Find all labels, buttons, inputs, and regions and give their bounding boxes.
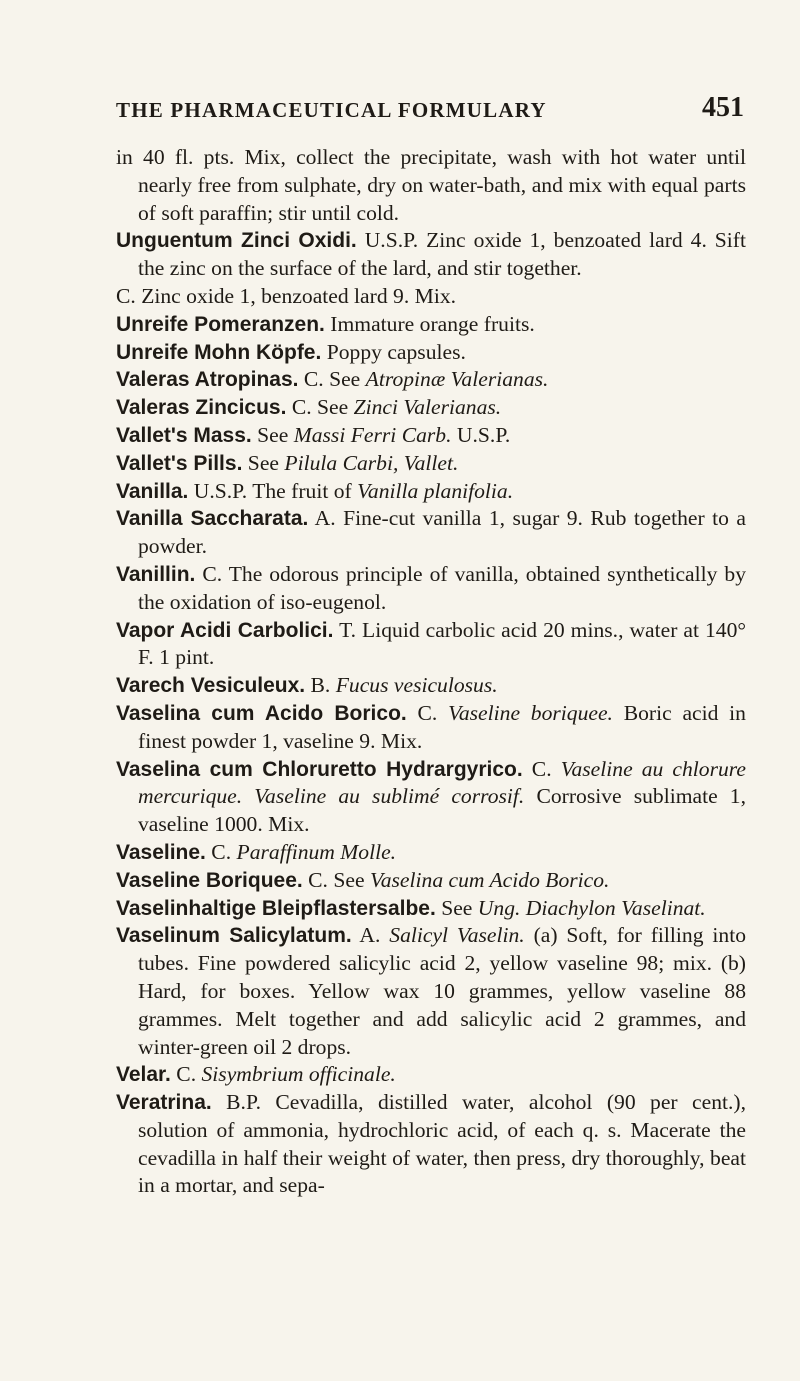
- entry-headword: Varech Vesiculeux.: [116, 674, 306, 698]
- formulary-entry: [116, 617, 746, 673]
- formulary-entry: [116, 672, 746, 700]
- formulary-entry: [116, 756, 746, 839]
- formulary-entry: [116, 505, 746, 561]
- formulary-entry: [116, 450, 746, 478]
- formulary-entry: [116, 922, 746, 1061]
- entry-text: See: [435, 895, 478, 920]
- entry-text: Immature orange fruits.: [324, 311, 535, 336]
- entry-text: U.S.P. Zinc oxide 1, benzoated lard 4. Sift the zinc on the surface of the lard, and stir together.: [138, 228, 746, 281]
- entry-text: C. See: [298, 367, 366, 392]
- entry-headword: Valeras Zincicus.: [116, 396, 287, 420]
- entry-headword: Vaselinhaltige Bleipflastersalbe.: [116, 896, 436, 920]
- formulary-entry: [116, 700, 746, 756]
- entry-reference: Atropinæ Valerianas.: [365, 367, 549, 392]
- entry-reference: Sisymbrium officinale.: [201, 1062, 396, 1087]
- entry-text: (a) Soft, for filling into tubes. Fine powdered salicylic acid 2, yellow vaseline 98; mix. (b) Hard, for boxes. Yellow wax 10 grammes, yellow vaseline 88 grammes. Melt together and add salicylic acid 2 grammes, and winter-green oil 2 drops.: [138, 923, 746, 1059]
- entry-text: C. See: [286, 395, 354, 420]
- entry-reference: Zinci Valerianas.: [353, 395, 502, 420]
- formulary-entry: [116, 227, 746, 283]
- entry-text: Corrosive sublimate 1, vaseline 1000. Mix.: [138, 784, 746, 837]
- entry-headword: Vallet's Pills.: [116, 451, 243, 475]
- entry-headword: Valeras Atropinas.: [116, 368, 299, 392]
- formulary-entry: [116, 283, 746, 311]
- formulary-entry: [116, 311, 746, 339]
- formulary-entry: [116, 339, 746, 367]
- formulary-entry: [116, 867, 746, 895]
- entry-reference: Paraffinum Molle.: [236, 839, 397, 864]
- entry-headword: Vaselinum Salicylatum.: [116, 924, 352, 948]
- entry-headword: Velar.: [116, 1063, 171, 1087]
- entry-text: Poppy capsules.: [321, 339, 466, 364]
- continued-paragraph: in 40 fl. pts. Mix, collect the precipitate, wash with hot water until nearly free from sulphate, dry on water-bath, and mix with equal parts of soft paraffin; stir until cold.: [116, 145, 746, 225]
- entry-headword: Unguentum Zinci Oxidi.: [116, 229, 357, 253]
- entry-reference: Fucus vesiculosus.: [335, 673, 498, 698]
- entry-text: U.S.P. The fruit of: [188, 478, 358, 503]
- formulary-entry: [116, 839, 746, 867]
- running-header: [116, 92, 744, 128]
- entry-headword: Vanilla.: [116, 479, 189, 503]
- formulary-entry: [116, 366, 746, 394]
- formulary-entry: [116, 895, 746, 923]
- entry-text: See: [251, 422, 294, 447]
- formulary-entry: [116, 478, 746, 506]
- entry-headword: Unreife Pomeranzen.: [116, 312, 325, 336]
- entry-reference: Massi Ferri Carb.: [293, 422, 452, 447]
- entry-list: [116, 227, 746, 1200]
- entry-headword: Vaselina cum Chloruretto Hydrargyrico.: [116, 757, 523, 781]
- entry-headword: Veratrina.: [116, 1091, 212, 1115]
- entry-text: B.P. Cevadilla, distilled water, alcohol (90 per cent.), solution of ammonia, hydrochloric acid, of each q. s. Macerate the cevadilla in half their weight of water, then press, dry thoroughly, beat in a mortar, and sepa-: [138, 1090, 746, 1198]
- entry-text: C. See: [302, 867, 370, 892]
- entry-reference: Vaselina cum Acido Borico.: [369, 867, 610, 892]
- entry-reference: Vaseline boriquee.: [448, 700, 613, 725]
- entry-text: Boric acid in finest powder 1, vaseline 9. Mix.: [138, 700, 746, 753]
- running-title: THE PHARMACEUTICAL FORMULARY: [116, 98, 547, 122]
- entry-headword: Vanilla Saccharata.: [116, 507, 309, 531]
- entry-reference: Vanilla planifolia.: [357, 478, 514, 503]
- entry-headword: Vaseline Boriquee.: [116, 868, 303, 892]
- entry-headword: Vapor Acidi Carbolici.: [116, 618, 334, 642]
- entry-text: C. The odorous principle of vanilla, obtained synthetically by the oxidation of iso-eugenol.: [138, 561, 746, 614]
- formulary-entry: [116, 422, 746, 450]
- formulary-entry: [116, 1089, 746, 1200]
- entry-headword: Unreife Mohn Köpfe.: [116, 340, 322, 364]
- entry-text: C.: [522, 756, 561, 781]
- entry-text: See: [242, 450, 285, 475]
- entry-headword: Vaseline.: [116, 840, 206, 864]
- entry-text: C.: [406, 700, 449, 725]
- entry-headword: Vallet's Mass.: [116, 423, 252, 447]
- entry-text: A. Fine-cut vanilla 1, sugar 9. Rub together to a powder.: [138, 506, 746, 559]
- entry-text: C.: [170, 1062, 202, 1087]
- entry-headword: Vanillin.: [116, 562, 196, 586]
- entry-text: C. Zinc oxide 1, benzoated lard 9. Mix.: [116, 283, 457, 308]
- entry-text: C.: [205, 839, 237, 864]
- entry-reference: Vaseline au chlorure mercurique. Vaseline au sublimé corrosif.: [138, 756, 746, 809]
- formulary-entry: [116, 1061, 746, 1089]
- entry-text: A.: [351, 923, 390, 948]
- formulary-entry: [116, 394, 746, 422]
- page-number: 451: [702, 92, 744, 123]
- entry-reference: Pilula Carbi, Vallet.: [284, 450, 459, 475]
- entry-headword: Vaselina cum Acido Borico.: [116, 701, 407, 725]
- entry-text: T. Liquid carbolic acid 20 mins., water at 140° F. 1 pint.: [138, 617, 746, 670]
- formulary-text: [116, 144, 746, 1200]
- entry-text: B.: [305, 673, 336, 698]
- entry-reference: Salicyl Vaselin.: [389, 923, 525, 948]
- entry-text: U.S.P.: [451, 422, 511, 447]
- formulary-entry: [116, 561, 746, 617]
- entry-reference: Ung. Diachylon Vaselinat.: [477, 895, 706, 920]
